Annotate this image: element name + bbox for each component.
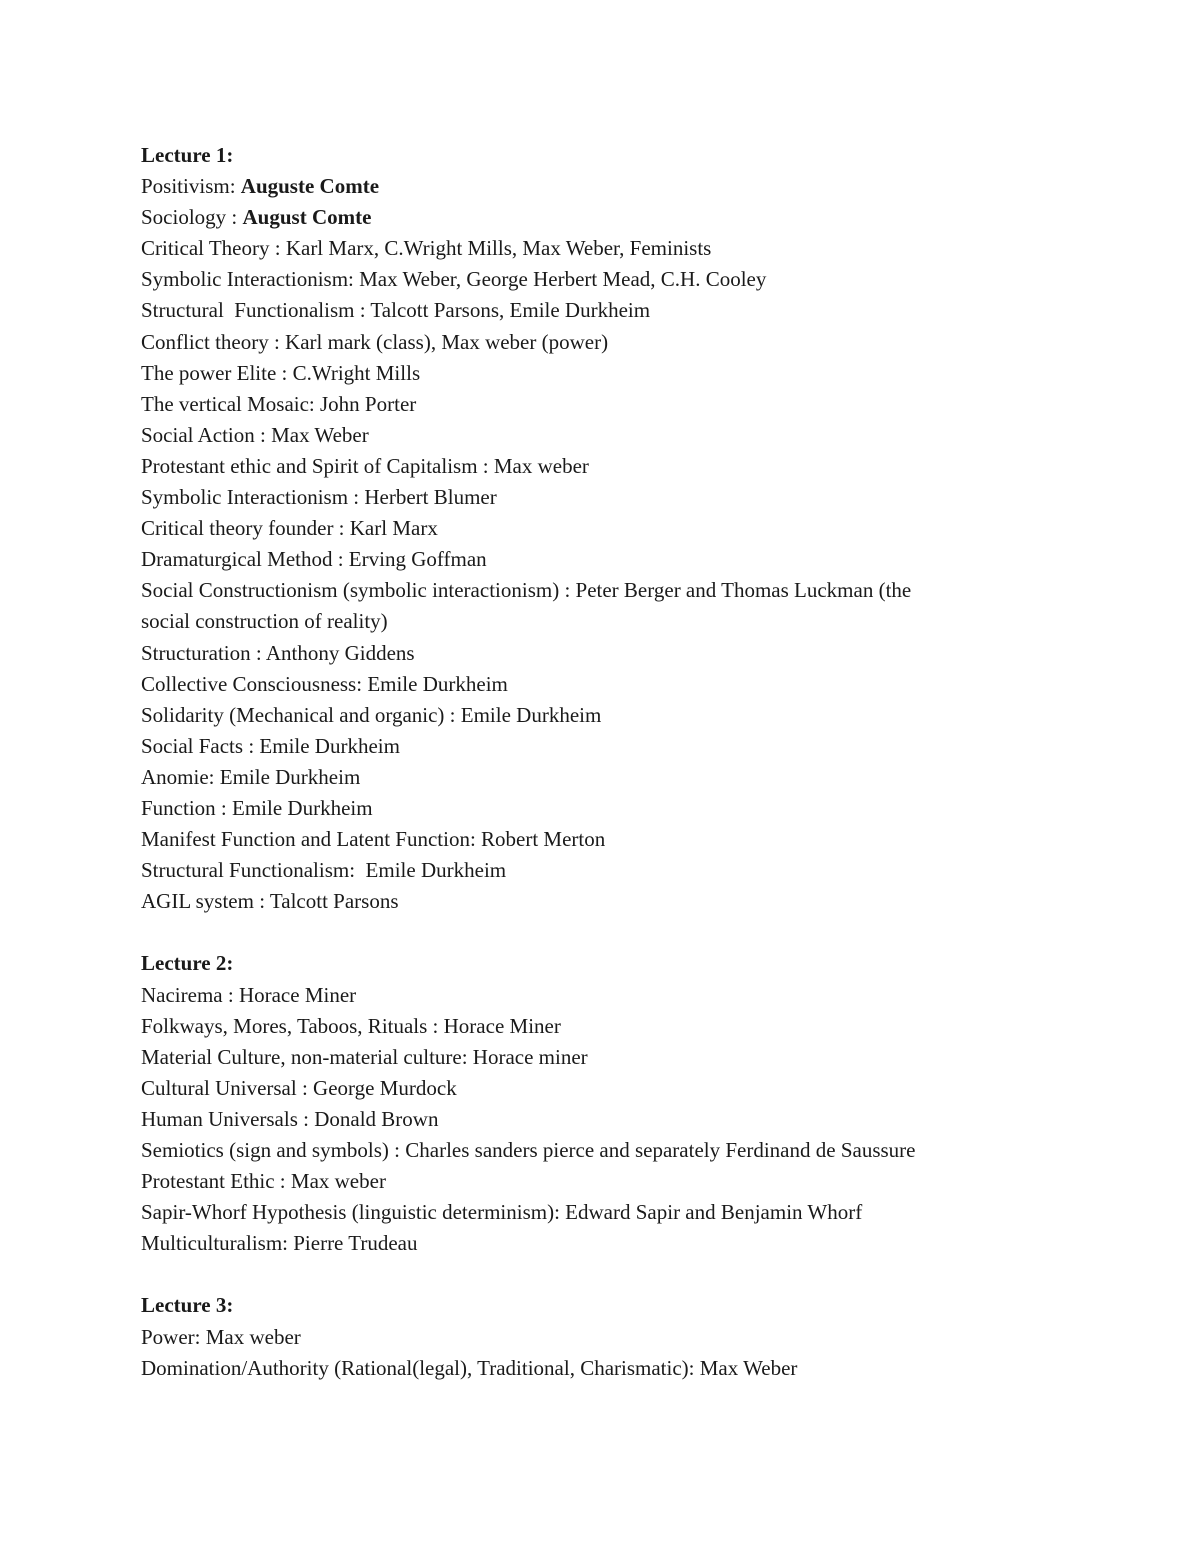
entry-line xyxy=(141,1322,1041,1353)
section-heading: Lecture 1: xyxy=(141,143,234,167)
entry-text: Cultural Universal : George Murdock xyxy=(141,1075,457,1100)
entry-text: Dramaturgical Method : Erving Goffman xyxy=(141,547,487,572)
section-spacer xyxy=(141,1259,1041,1290)
entry-line xyxy=(141,980,1041,1011)
entry-line xyxy=(141,420,1041,451)
entry-line xyxy=(141,451,1041,482)
entry-text: Symbolic Interactionism: Max Weber, George Herbert Mead, C.H. Cooley xyxy=(141,267,767,292)
entry-line xyxy=(141,762,1041,793)
entry-text: Solidarity (Mechanical and organic) : Emile Durkheim xyxy=(141,702,602,727)
entry-text: social construction of reality) xyxy=(141,609,388,634)
entry-text: Domination/Authority (Rational(legal), Traditional, Charismatic): Max Weber xyxy=(141,1355,798,1380)
entry-text: Structuration : Anthony Giddens xyxy=(141,640,415,665)
entry-line xyxy=(141,389,1041,420)
entry-text: Social Constructionism (symbolic interactionism) : Peter Berger and Thomas Luckman (the xyxy=(141,578,912,603)
entry-text: The power Elite : C.Wright Mills xyxy=(141,360,421,385)
entry-text: Human Universals : Donald Brown xyxy=(141,1106,439,1131)
entry-author-bold: Auguste Comte xyxy=(240,174,380,199)
section-heading: Lecture 2: xyxy=(141,951,234,976)
entry-line xyxy=(141,482,1041,513)
entry-text: Multiculturalism: Pierre Trudeau xyxy=(141,1231,418,1256)
entry-text: Social Action : Max Weber xyxy=(141,422,369,447)
entry-line xyxy=(141,233,1041,264)
entry-text: Protestant Ethic : Max weber xyxy=(141,1169,386,1194)
entry-line xyxy=(141,1011,1041,1042)
entry-line xyxy=(141,1197,1041,1228)
entry-line xyxy=(141,886,1041,917)
entry-line xyxy=(141,1135,1041,1166)
entry-line xyxy=(141,202,1041,233)
entry-text: Social Facts : Emile Durkheim xyxy=(141,733,400,758)
entry-text: Anomie: Emile Durkheim xyxy=(141,764,361,789)
entry-line xyxy=(141,855,1041,886)
entry-text: Protestant ethic and Spirit of Capitalism : Max weber xyxy=(141,453,589,478)
entry-line xyxy=(141,824,1041,855)
entry-text: Folkways, Mores, Taboos, Rituals : Horace Miner xyxy=(141,1013,561,1038)
entry-text: Collective Consciousness: Emile Durkheim xyxy=(141,671,508,696)
entry-text: Structural Functionalism: Emile Durkheim xyxy=(141,858,507,883)
entry-text: Material Culture, non-material culture: Horace miner xyxy=(141,1044,588,1069)
entry-text: Manifest Function and Latent Function: Robert Merton xyxy=(141,827,606,852)
entry-text: Nacirema : Horace Miner xyxy=(141,982,357,1007)
entry-line xyxy=(141,327,1041,358)
entry-line xyxy=(141,1104,1041,1135)
section-heading: Lecture 3: xyxy=(141,1293,234,1318)
entry-line xyxy=(141,1228,1041,1259)
entry-line xyxy=(141,358,1041,389)
entry-text: Sociology : xyxy=(141,205,243,230)
entry-line xyxy=(141,700,1041,731)
entry-text: Function : Emile Durkheim xyxy=(141,795,373,820)
entry-text: Positivism: xyxy=(141,174,241,199)
entry-author-bold: August Comte xyxy=(242,205,372,230)
entry-text: The vertical Mosaic: John Porter xyxy=(141,391,417,416)
entry-line xyxy=(141,638,1041,669)
entry-line xyxy=(141,606,1041,637)
entry-line xyxy=(141,264,1041,295)
document-page xyxy=(141,140,1041,1384)
entry-text: Sapir-Whorf Hypothesis (linguistic determinism): Edward Sapir and Benjamin Whorf xyxy=(141,1200,863,1225)
entry-line xyxy=(141,793,1041,824)
entry-text: AGIL system : Talcott Parsons xyxy=(141,889,399,914)
entry-text: Critical theory founder : Karl Marx xyxy=(141,516,438,541)
entry-text: Symbolic Interactionism : Herbert Blumer xyxy=(141,485,497,510)
entry-line xyxy=(141,1073,1041,1104)
entry-text: Semiotics (sign and symbols) : Charles sanders pierce and separately Ferdinand de Saussure xyxy=(141,1138,916,1162)
section-spacer xyxy=(141,917,1041,948)
entry-line xyxy=(141,1353,1041,1384)
entry-text: Structural Functionalism : Talcott Parsons, Emile Durkheim xyxy=(141,298,651,323)
entry-text: Critical Theory : Karl Marx, C.Wright Mills, Max Weber, Feminists xyxy=(141,236,712,261)
entry-line xyxy=(141,575,1041,606)
entry-line xyxy=(141,513,1041,544)
entry-text: Conflict theory : Karl mark (class), Max weber (power) xyxy=(141,329,609,354)
entry-line xyxy=(141,295,1041,326)
entry-line xyxy=(141,544,1041,575)
entry-line xyxy=(141,731,1041,762)
entry-line xyxy=(141,669,1041,700)
entry-line xyxy=(141,171,1041,202)
entry-text: Power: Max weber xyxy=(141,1324,301,1349)
entry-line xyxy=(141,1042,1041,1073)
entry-line xyxy=(141,1166,1041,1197)
